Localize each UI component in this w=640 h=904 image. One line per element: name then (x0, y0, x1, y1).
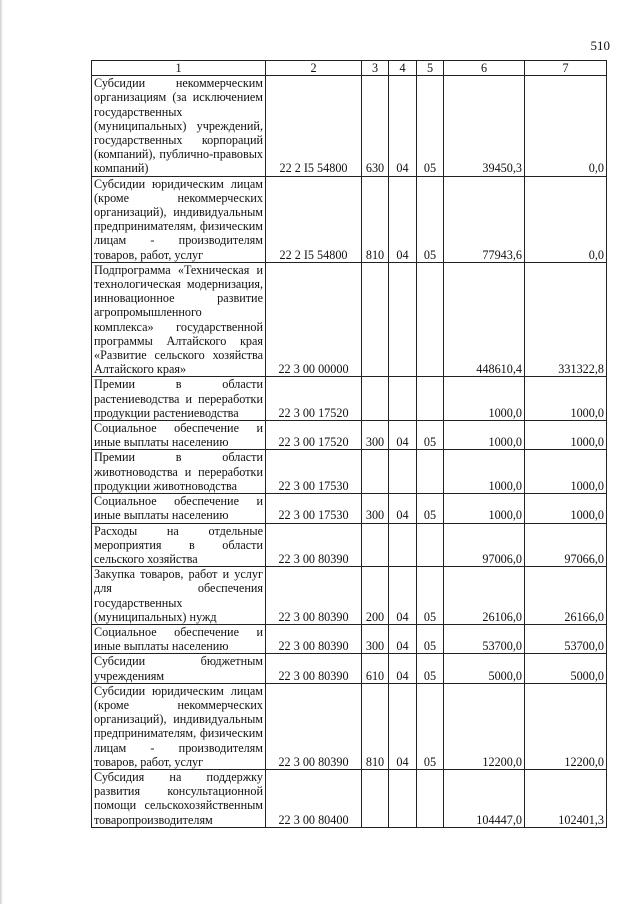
row-sum-year2-cell: 12200,0 (525, 683, 607, 769)
row-sum-year1-cell: 1000,0 (444, 494, 525, 523)
row-pr-cell: 05 (417, 176, 444, 262)
row-sum-year1-cell: 5000,0 (444, 654, 525, 683)
row-vr-cell: 810 (362, 176, 389, 262)
row-pr-cell: 05 (417, 624, 444, 653)
row-sum-year1-cell: 1000,0 (444, 377, 525, 421)
row-code-cell: 22 3 00 80390 (266, 567, 362, 625)
row-code-cell: 22 3 00 80390 (266, 654, 362, 683)
row-sum-year1-cell: 104447,0 (444, 769, 525, 827)
row-code-cell: 22 3 00 17520 (266, 377, 362, 421)
row-sum-year2-cell: 5000,0 (525, 654, 607, 683)
row-sum-year2-cell: 1000,0 (525, 377, 607, 421)
row-code-cell: 22 3 00 00000 (266, 262, 362, 377)
row-sum-year1-cell: 448610,4 (444, 262, 525, 377)
column-header: 4 (389, 61, 417, 76)
row-code-cell: 22 3 00 17530 (266, 450, 362, 494)
row-rz-cell (389, 523, 417, 567)
row-sum-year1-cell: 39450,3 (444, 76, 525, 176)
row-vr-cell (362, 523, 389, 567)
column-header: 2 (266, 61, 362, 76)
table-row (92, 523, 607, 567)
table-body (92, 76, 607, 828)
table-row (92, 176, 607, 262)
row-rz-cell: 04 (389, 624, 417, 653)
row-pr-cell: 05 (417, 654, 444, 683)
row-name-cell: Социальное обеспечение и иные выплаты населению (92, 624, 266, 653)
row-sum-year2-cell: 26166,0 (525, 567, 607, 625)
row-vr-cell: 610 (362, 654, 389, 683)
row-code-cell: 22 3 00 17520 (266, 421, 362, 450)
row-name-cell: Подпрограмма «Техническая и технологическая модернизация, инновационное развитие агропромышленного комплекса» государственной программы Алтайского края «Развитие сельского хозяйства Алтайского края» (92, 262, 266, 377)
row-code-cell: 22 3 00 80390 (266, 624, 362, 653)
row-rz-cell: 04 (389, 494, 417, 523)
row-sum-year2-cell: 102401,3 (525, 769, 607, 827)
row-pr-cell (417, 377, 444, 421)
row-vr-cell (362, 377, 389, 421)
table-row (92, 262, 607, 377)
row-sum-year1-cell: 53700,0 (444, 624, 525, 653)
row-vr-cell: 630 (362, 76, 389, 176)
row-name-cell: Субсидия на поддержку развития консультационной помощи сельскохозяйственным товаропроизводителям (92, 769, 266, 827)
row-rz-cell: 04 (389, 176, 417, 262)
row-rz-cell: 04 (389, 654, 417, 683)
row-code-cell: 22 2 I5 54800 (266, 176, 362, 262)
row-sum-year2-cell: 1000,0 (525, 494, 607, 523)
table-row (92, 624, 607, 653)
row-rz-cell: 04 (389, 76, 417, 176)
row-sum-year2-cell: 0,0 (525, 176, 607, 262)
row-vr-cell: 810 (362, 683, 389, 769)
row-rz-cell: 04 (389, 683, 417, 769)
row-name-cell: Субсидии юридическим лицам (кроме некоммерческих организаций), индивидуальным предпринимателям, физическим лицам - производителям товаров, работ, услуг (92, 683, 266, 769)
row-code-cell: 22 3 00 80390 (266, 523, 362, 567)
row-pr-cell: 05 (417, 567, 444, 625)
table-row (92, 769, 607, 827)
row-sum-year1-cell: 1000,0 (444, 450, 525, 494)
row-name-cell: Субсидии юридическим лицам (кроме некоммерческих организаций), индивидуальным предпринимателям, физическим лицам - производителям товаров, работ, услуг (92, 176, 266, 262)
row-code-cell: 22 2 I5 54800 (266, 76, 362, 176)
table-row (92, 654, 607, 683)
table-row (92, 450, 607, 494)
column-header: 3 (362, 61, 389, 76)
table-row (92, 683, 607, 769)
row-pr-cell: 05 (417, 421, 444, 450)
row-name-cell: Премии в области растениеводства и переработки продукции растениеводства (92, 377, 266, 421)
row-sum-year1-cell: 77943,6 (444, 176, 525, 262)
row-vr-cell: 300 (362, 494, 389, 523)
row-vr-cell: 300 (362, 624, 389, 653)
row-pr-cell (417, 523, 444, 567)
column-header: 5 (417, 61, 444, 76)
row-code-cell: 22 3 00 17530 (266, 494, 362, 523)
row-pr-cell: 05 (417, 76, 444, 176)
table-header-row (92, 61, 607, 76)
row-pr-cell (417, 769, 444, 827)
row-pr-cell: 05 (417, 494, 444, 523)
row-rz-cell (389, 262, 417, 377)
row-sum-year2-cell: 1000,0 (525, 421, 607, 450)
row-sum-year2-cell: 53700,0 (525, 624, 607, 653)
row-name-cell: Расходы на отдельные мероприятия в области сельского хозяйства (92, 523, 266, 567)
row-vr-cell: 300 (362, 421, 389, 450)
row-vr-cell (362, 769, 389, 827)
page-number: 510 (590, 38, 610, 53)
table-row (92, 421, 607, 450)
row-sum-year1-cell: 26106,0 (444, 567, 525, 625)
column-header: 7 (525, 61, 607, 76)
row-pr-cell (417, 450, 444, 494)
row-name-cell: Субсидии некоммерческим организациям (за исключением государственных (муниципальных) учреждений, государственных корпораций (компаний), публично-правовых компаний) (92, 76, 266, 176)
row-sum-year1-cell: 97006,0 (444, 523, 525, 567)
row-code-cell: 22 3 00 80400 (266, 769, 362, 827)
row-sum-year2-cell: 331322,8 (525, 262, 607, 377)
row-pr-cell: 05 (417, 683, 444, 769)
row-code-cell: 22 3 00 80390 (266, 683, 362, 769)
row-name-cell: Социальное обеспечение и иные выплаты населению (92, 421, 266, 450)
row-sum-year2-cell: 0,0 (525, 76, 607, 176)
row-vr-cell (362, 450, 389, 494)
row-rz-cell: 04 (389, 567, 417, 625)
budget-table (91, 60, 607, 828)
row-sum-year1-cell: 12200,0 (444, 683, 525, 769)
row-sum-year2-cell: 97066,0 (525, 523, 607, 567)
table-row (92, 567, 607, 625)
column-header: 1 (92, 61, 266, 76)
row-rz-cell (389, 769, 417, 827)
row-name-cell: Субсидии бюджетным учреждениям (92, 654, 266, 683)
row-sum-year1-cell: 1000,0 (444, 421, 525, 450)
row-name-cell: Премии в области животноводства и переработки продукции животноводства (92, 450, 266, 494)
row-sum-year2-cell: 1000,0 (525, 450, 607, 494)
row-pr-cell (417, 262, 444, 377)
row-rz-cell: 04 (389, 421, 417, 450)
scan-edge (0, 0, 3, 904)
row-vr-cell: 200 (362, 567, 389, 625)
column-header: 6 (444, 61, 525, 76)
row-name-cell: Социальное обеспечение и иные выплаты населению (92, 494, 266, 523)
table-row (92, 494, 607, 523)
row-rz-cell (389, 377, 417, 421)
row-rz-cell (389, 450, 417, 494)
table-row (92, 377, 607, 421)
row-vr-cell (362, 262, 389, 377)
table-row (92, 76, 607, 176)
row-name-cell: Закупка товаров, работ и услуг для обеспечения государственных (муниципальных) нужд (92, 567, 266, 625)
